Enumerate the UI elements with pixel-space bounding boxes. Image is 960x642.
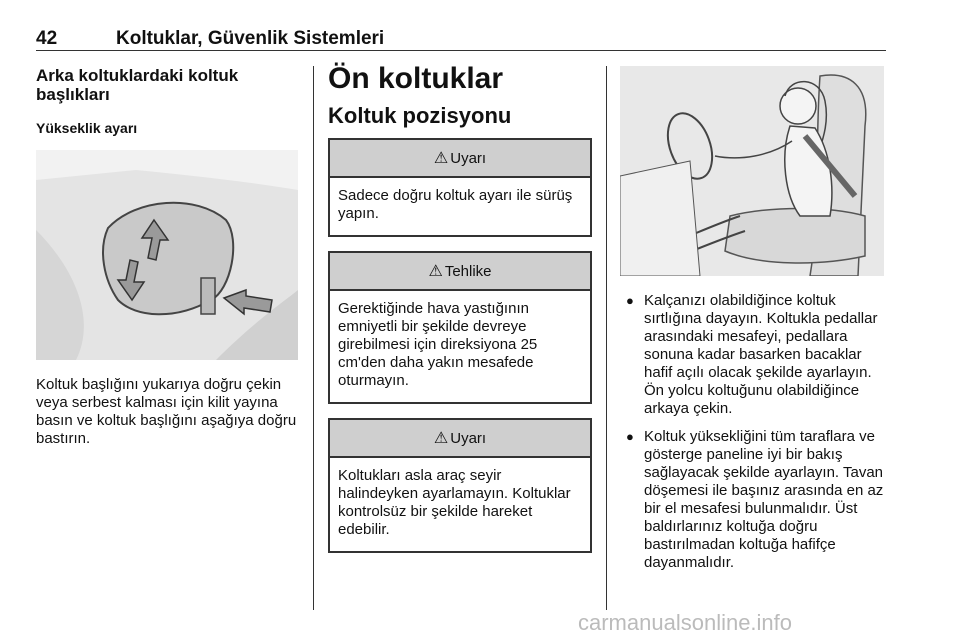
middle-column [328,62,592,553]
warning-text: Koltukları asla araç seyir halindeyken ayarlamayın. Koltuklar kontrolsüz bir şekilde hareket edebilir. [338,467,571,538]
warning-box [328,138,592,237]
warning-box [328,418,592,553]
warning-box-header [330,140,590,178]
danger-title: Tehlike [444,262,492,280]
section-heading: Arka koltuklardaki koltuk başlıkları [36,66,239,104]
bullet-icon: ● [626,293,634,308]
instruction-list [620,292,892,572]
running-header [36,28,886,51]
danger-box [328,251,592,404]
subsection-heading: Yükseklik ayarı [36,120,138,136]
right-column [620,66,892,582]
list-item [620,292,892,418]
headrest-figure [36,150,298,360]
list-item-text: Koltuk yüksekliğini tüm taraflara ve gösterge paneline iyi bir bakış sağlayacak şekilde ayarlayın. Tavan döşemesi ile başınız arasında en az bir el mesafesi bulunmalıdır. Üst baldırlarınız koltuğa doğru bastırılmadan koltuğa hafifçe dayanmalıdır. [644,428,884,571]
subsection-heading: Koltuk pozisyonu [328,103,512,128]
bullet-icon: ● [626,429,634,444]
seating-illustration [620,66,884,276]
column-divider [606,66,607,610]
warning-title: Uyarı [450,429,487,447]
headrest-caption: Koltuk başlığını yukarıya doğru çekin veya serbest kalması için kilit yayına basın ve koltuk başlığını aşağıya doğru bastırın. [36,376,297,447]
warning-icon: ⚠ [433,430,449,447]
warning-box-header [330,420,590,458]
page-number: 42 [36,28,58,49]
warning-icon: ⚠ [428,263,443,280]
warning-title: Uyarı [450,149,487,167]
section-heading: Ön koltuklar [328,62,504,95]
left-column [36,66,302,448]
warning-text: Sadece doğru koltuk ayarı ile sürüş yapın. [338,187,573,222]
list-item-text: Kalçanızı olabildiğince koltuk sırtlığına dayayın. Koltukla pedallar arasındaki mesafeyi, pedallara sonuna kadar basarken bacaklar hafif açılı olacak şekilde ayarlayın. Ön yolcu koltuğunu olabildiğince arkaya çekin. [644,292,878,417]
column-divider [313,66,314,610]
warning-icon: ⚠ [433,150,449,167]
headrest-illustration [36,150,298,360]
danger-text: Gerektiğinde hava yastığının emniyetli bir şekilde devreye girebilmesi için direksiyona 25 cm'den daha yakın mesafede oturmayın. [338,300,538,389]
running-title: Koltuklar, Güvenlik Sistemleri [116,28,385,49]
seating-position-figure [620,66,884,276]
watermark: carmanualsonline.info [578,610,793,635]
danger-box-header [330,253,590,291]
list-item [620,428,892,572]
